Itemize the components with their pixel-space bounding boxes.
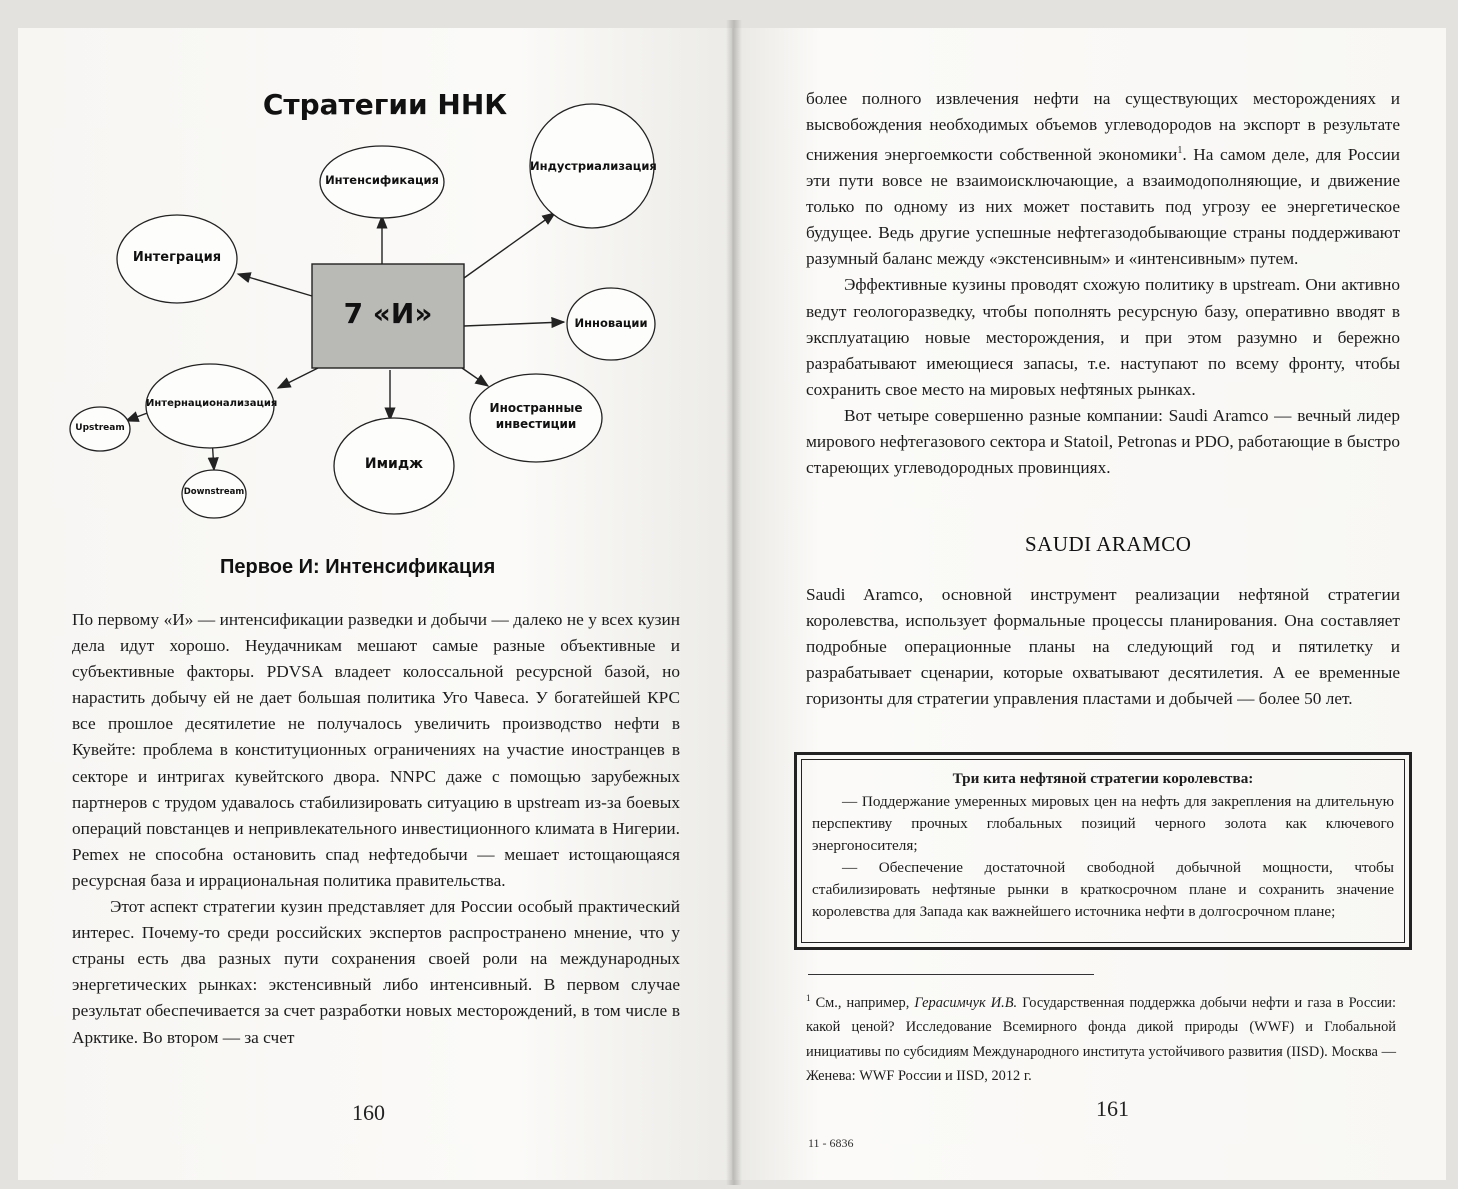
arrow-industrialization [464,213,555,278]
strategy-box-item-2: — Обеспечение достаточной свободной добычной мощности, чтобы стабилизировать нефтяные рынки в краткосрочном плане и сохранить значение королевства для Запада как важнейшего источника нефти в долгосрочном плане; [812,859,1394,920]
label-foreign-investment-line1: Иностранные [489,401,583,415]
footnote-rest: Государственная поддержка добычи нефти и газа в России: какой ценой? Исследование Всемирного фонда дикой природы (WWF) и Глобальной инициативы по субсидиям Международного института устойчивого развития (IISD). Москва — Женева: WWF России и IISD, 2012 г. [806,994,1396,1085]
label-upstream: Upstream [75,423,125,433]
aramco-paragraph: Saudi Aramco, основной инструмент реализации нефтяной стратегии королевства, использует формальные процессы планирования. Она составляет подробные операционные планы на следующий год и пятилетку и разрабатывает сценарии, которые охватывают десятилетия. А ее временные горизонты для стратегии управления пластами и добычей — более 50 лет. [806,585,1400,709]
right-paragraph-1-text: более полного извлечения нефти на существующих месторождениях и высвобождения необходимых объемов углеводородов на экспорт в результате снижения энергоемкости собственной экономики [806,89,1400,164]
printer-signature: 11 - 6836 [808,1136,854,1150]
left-body [72,607,680,1051]
label-integration: Интеграция [132,250,222,265]
left-page-number: 160 [352,1100,385,1125]
arrow-integration [238,274,312,296]
footnote-author: Герасимчук И.В. [914,994,1018,1011]
strategy-box-inner [801,759,1405,943]
right-paragraph-1 [806,86,1400,272]
right-paragraph-2: Эффективные кузины проводят схожую политику в upstream. Они активно ведут геологоразведку, чтобы пополнять ресурсную базу, оперативно вводят в эксплуатацию новые месторождения, и при этом разумно и бережно разрабатывают имеющиеся запасы, т.е. наступают по всему фронту, чтобы сохранить свое место на мировых нефтяных рынках. [806,275,1400,399]
right-page-number: 161 [1096,1096,1129,1121]
center-label: 7 «И» [343,297,433,330]
footnote-lead: См., например, [810,994,915,1011]
strategy-box [794,752,1412,950]
left-paragraph-2: Этот аспект стратегии кузин представляет для России особый практический интерес. Почему-то среди российских экспертов распространено мнение, что у страны есть два разных пути сохранения своей роли на международных энергетических рынках: экстенсивный либо интенсивный. В первом случае результат обеспечивается за счет разработки новых месторождений, в том числе в Арктике. Во втором — за счет [72,897,680,1047]
arrow-internationalization [278,368,318,388]
label-image: Имидж [364,456,424,472]
label-foreign-investment-line2: инвестиции [495,417,577,431]
right-heading: SAUDI ARAMCO [1025,532,1192,556]
footnote-divider [808,974,1094,975]
label-internationalization: Интернационализация [146,398,278,409]
strategy-box-item-1: — Поддержание умеренных мировых цен на нефть для закрепления на длительную перспективу прочных глобальных позиций черного золота как ключевого энергоносителя; [812,793,1394,854]
label-intensification: Интенсификация [325,173,439,187]
diagram-title: Стратегии ННК [262,88,508,121]
label-innovation: Инновации [574,316,648,330]
book-gutter [726,20,742,1185]
footnote-mark: 1 [806,993,811,1003]
footnote [806,986,1396,1089]
label-downstream: Downstream [183,487,245,497]
footnote-text [806,986,1396,1089]
right-body [806,86,1400,481]
strategy-diagram [60,78,690,538]
arrow-foreign-investment [462,368,488,386]
left-paragraph-1: По первому «И» — интенсификации разведки и добычи — далеко не у всех кузин дела идут хорошо. Неудачникам мешают самые разные объективные и субъективные факторы. PDVSA владеет колоссальной ресурсной базой, но нарастить добычу ей не дает большая политика Уго Чавеса. У богатейшей КРС все прошлое десятилетие не получалось увеличить производство нефти в Кувейте: проблема в конституционных ограничениях на участие иностранцев в секторе и интригах кувейтского двора. NNPC даже с помощью зарубежных партнеров с трудом удавалось стабилизировать ситуацию в upstream из-за боевых операций повстанцев и непривлекательного инвестиционного климата в Нигерии. Pemex не способна остановить спад нефтедобычи — мешает истощающаяся ресурсная база и иррациональная политика правительства. [72,610,680,890]
right-paragraph-1-tail: . На самом деле, для России эти пути вовсе не взаимоисключающие, а взаимодополняющие, и движение только по одному из них может поставить под угрозу ее энергетическое будущее. Ведь другие успешные нефтегазодобывающие страны поддерживают разумный баланс между «экстенсивным» и «интенсивным» путем. [806,144,1400,269]
label-industrialization: Индустриализация [530,159,657,173]
footnote-reference: 1 [1177,145,1183,157]
arrow-innovation [464,322,564,326]
aramco-body [806,582,1400,712]
left-heading: Первое И: Интенсификация [220,556,496,578]
right-paragraph-3: Вот четыре совершенно разные компании: Saudi Aramco — вечный лидер мирового нефтегазового сектора и Statoil, Petronas и PDO, работающие в быстро стареющих углеводородных провинциях. [806,405,1401,478]
strategy-box-title: Три кита нефтяной стратегии королевства: [952,770,1254,787]
